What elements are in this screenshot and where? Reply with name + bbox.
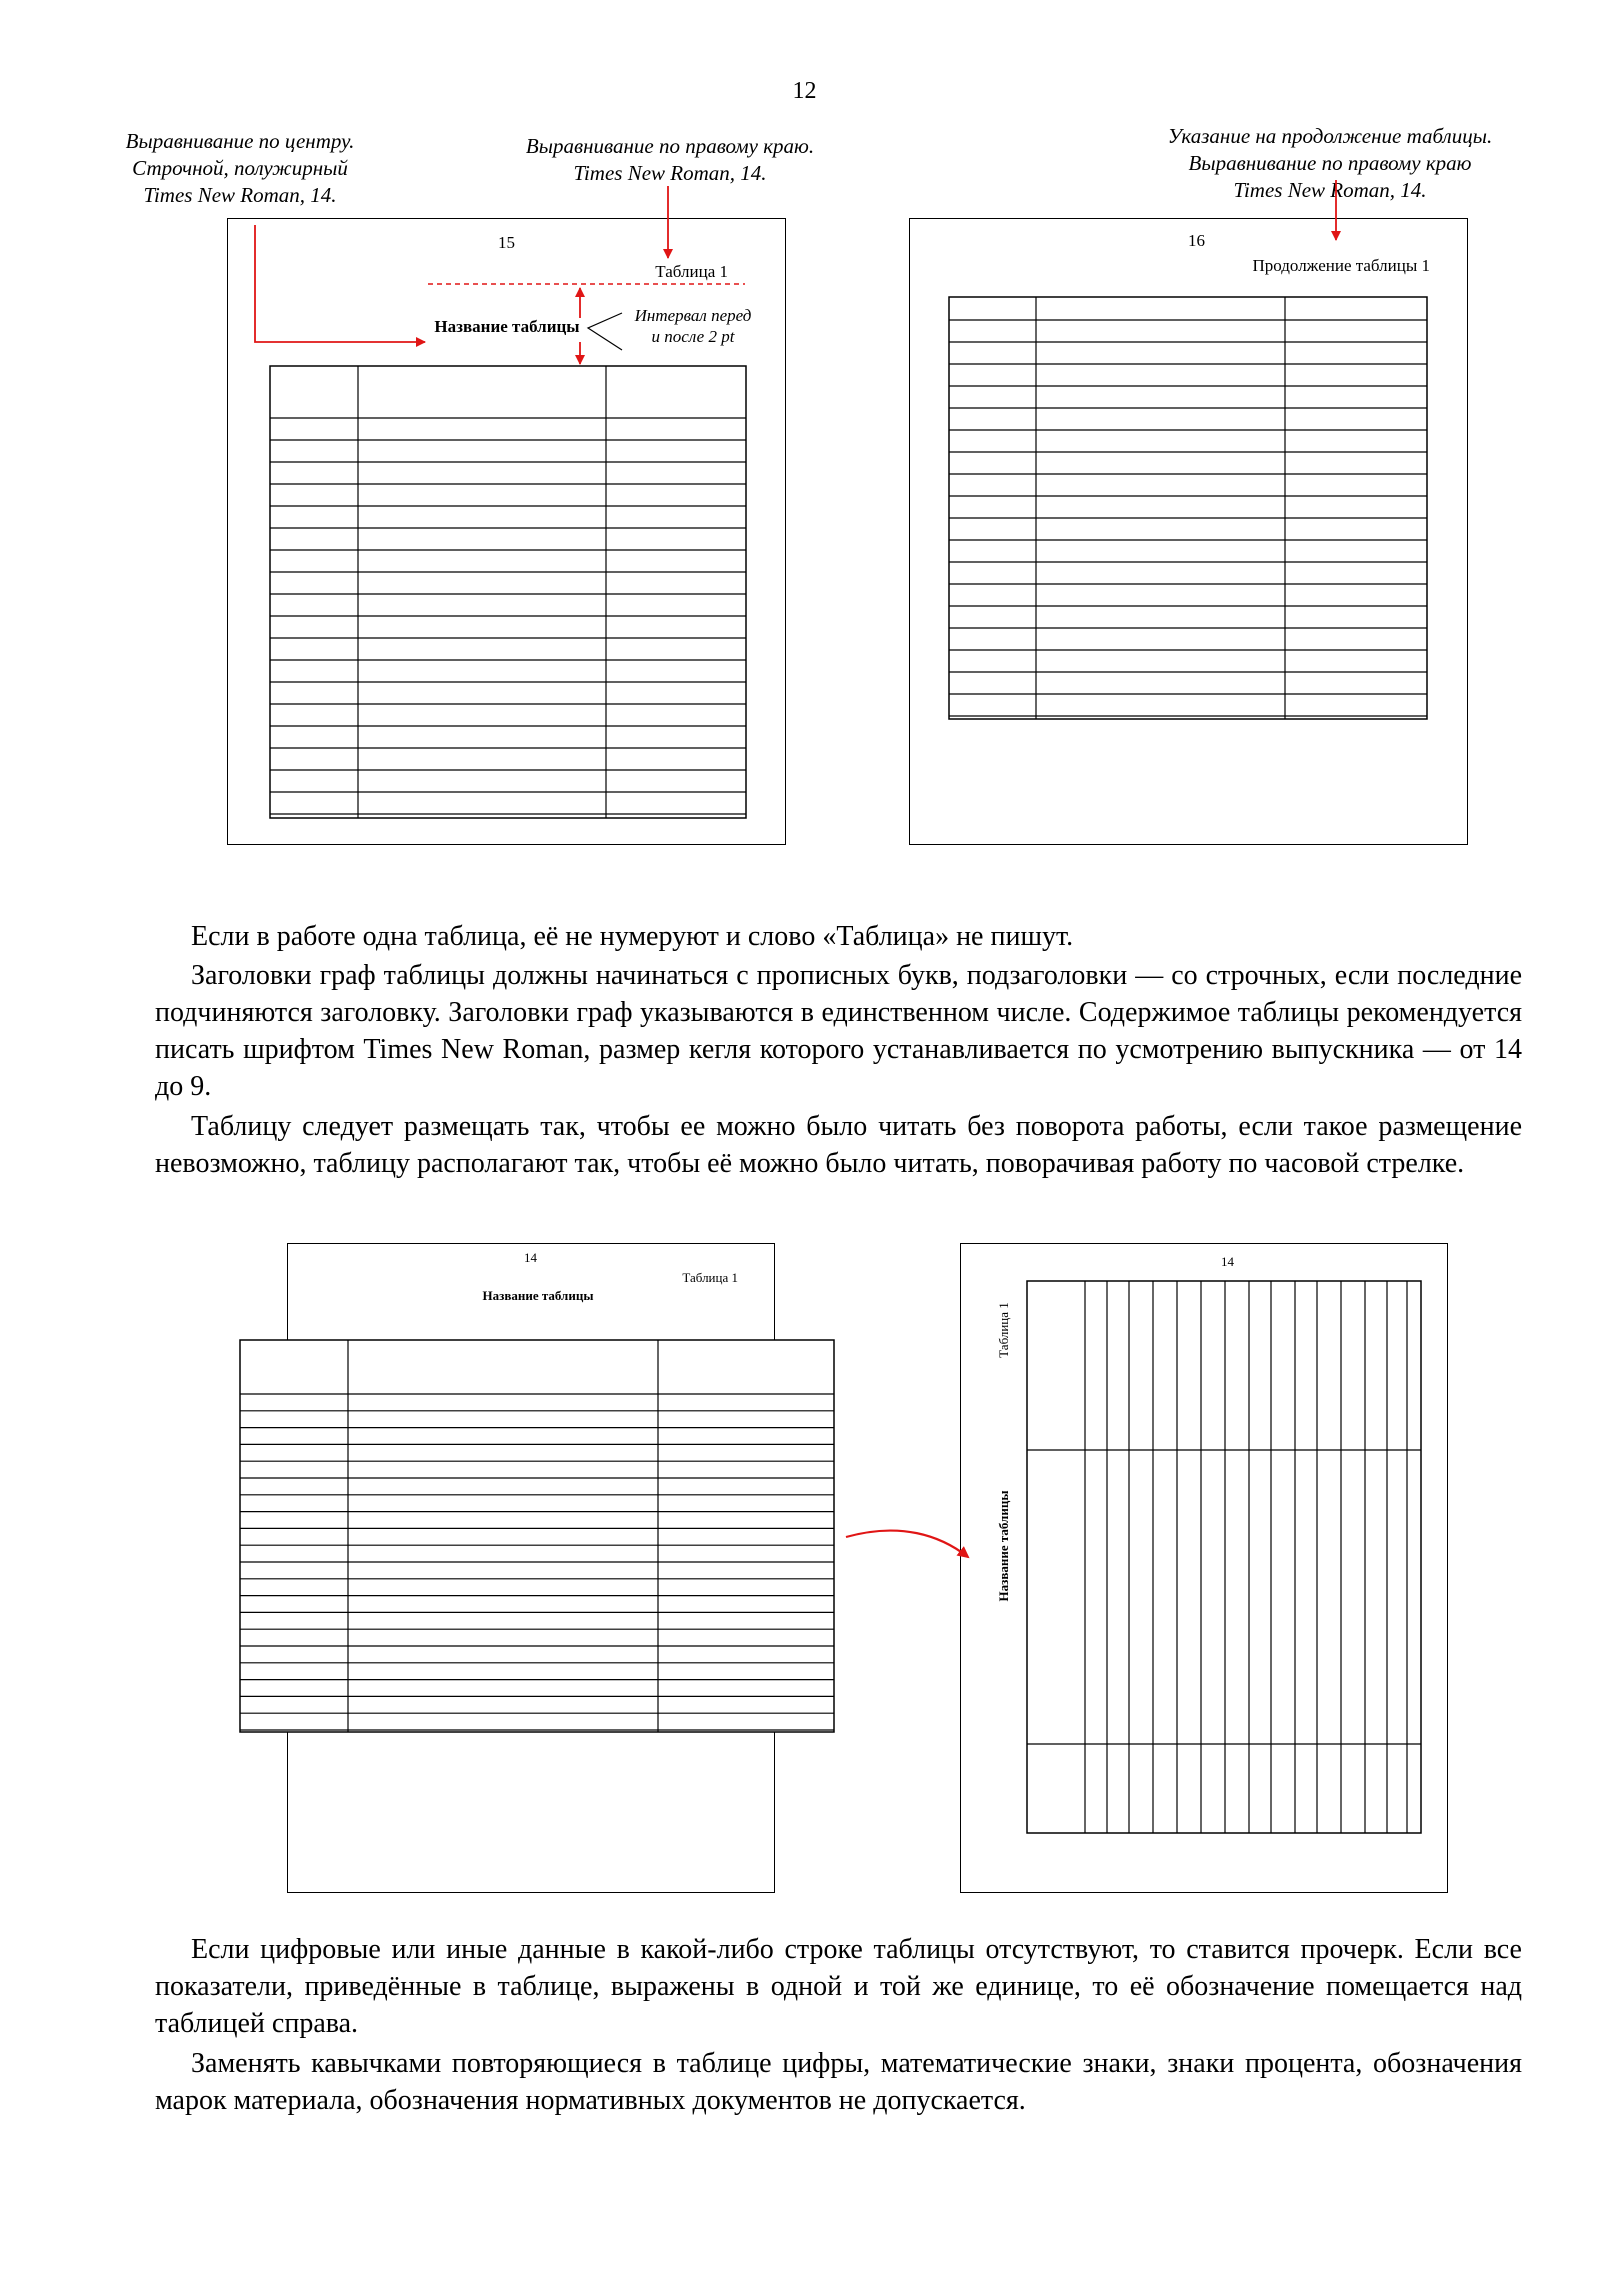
annotation-line: Times New Roman, 14. <box>1233 178 1427 202</box>
continuation-label: Продолжение таблицы 1 <box>1252 256 1430 275</box>
annotation-line: Times New Roman, 14. <box>143 183 337 207</box>
paragraph: Если в работе одна таблица, её не нумеруют и слово «Таблица» не пишут. <box>191 921 1074 952</box>
sample-page-number: 16 <box>1188 231 1205 250</box>
sample-page-number: 15 <box>498 233 515 252</box>
annotation-line: Times New Roman, 14. <box>573 161 767 185</box>
paragraph: Если цифровые или иные данные в какой-либо строке таблицы отсутствуют, то ставится прочерк. Если все показатели, приведённые в таблице, выражены в одной и той же единице, то её обозначение помещается над таблицей справа. <box>155 1934 1522 2039</box>
paragraph: Таблицу следует размещать так, чтобы ее можно было читать без поворота работы, если такое размещение невозможно, таблицу располагают так, чтобы её можно было читать, поворачивая работу по часовой стрелке. <box>155 1111 1522 1179</box>
table-label: Таблица 1 <box>682 1270 738 1285</box>
table-name: Название таблицы <box>482 1288 594 1303</box>
paragraph: Заменять кавычками повторяющиеся в таблице цифры, математические знаки, знаки процента, обозначения марок материала, обозначения нормативных документов не допускается. <box>155 2048 1522 2116</box>
annotation-line: Интервал перед <box>634 306 752 325</box>
annotation-line: Строчной, полужирный <box>132 156 348 180</box>
annotation-line: Указание на продолжение таблицы. <box>1167 124 1493 148</box>
annotation-line: Выравнивание по правому краю <box>1188 151 1472 175</box>
table-label-rotated: Таблица 1 <box>996 1302 1011 1358</box>
annotation-line: и после 2 pt <box>651 327 735 346</box>
paragraph: Заголовки граф таблицы должны начинаться с прописных букв, подзаголовки — со строчных, если последние подчиняются заголовку. Заголовки граф указываются в единственном числе. Содержимое таблицы рекомендуется писать шрифтом Times New Roman, размер кегля которого устанавливается по усмотрению выпускника — от 14 до 9. <box>155 960 1522 1102</box>
annotation-line: Выравнивание по центру. <box>125 129 355 153</box>
annotation-line: Выравнивание по правому краю. <box>525 134 815 158</box>
table-name-rotated: Название таблицы <box>996 1490 1011 1602</box>
table-label: Таблица 1 <box>655 262 728 281</box>
table-name: Название таблицы <box>434 317 580 336</box>
sample-page-number: 14 <box>1221 1254 1234 1269</box>
arrow <box>846 1531 968 1557</box>
page-number: 12 <box>792 78 817 104</box>
sample-page-number: 14 <box>524 1250 537 1265</box>
